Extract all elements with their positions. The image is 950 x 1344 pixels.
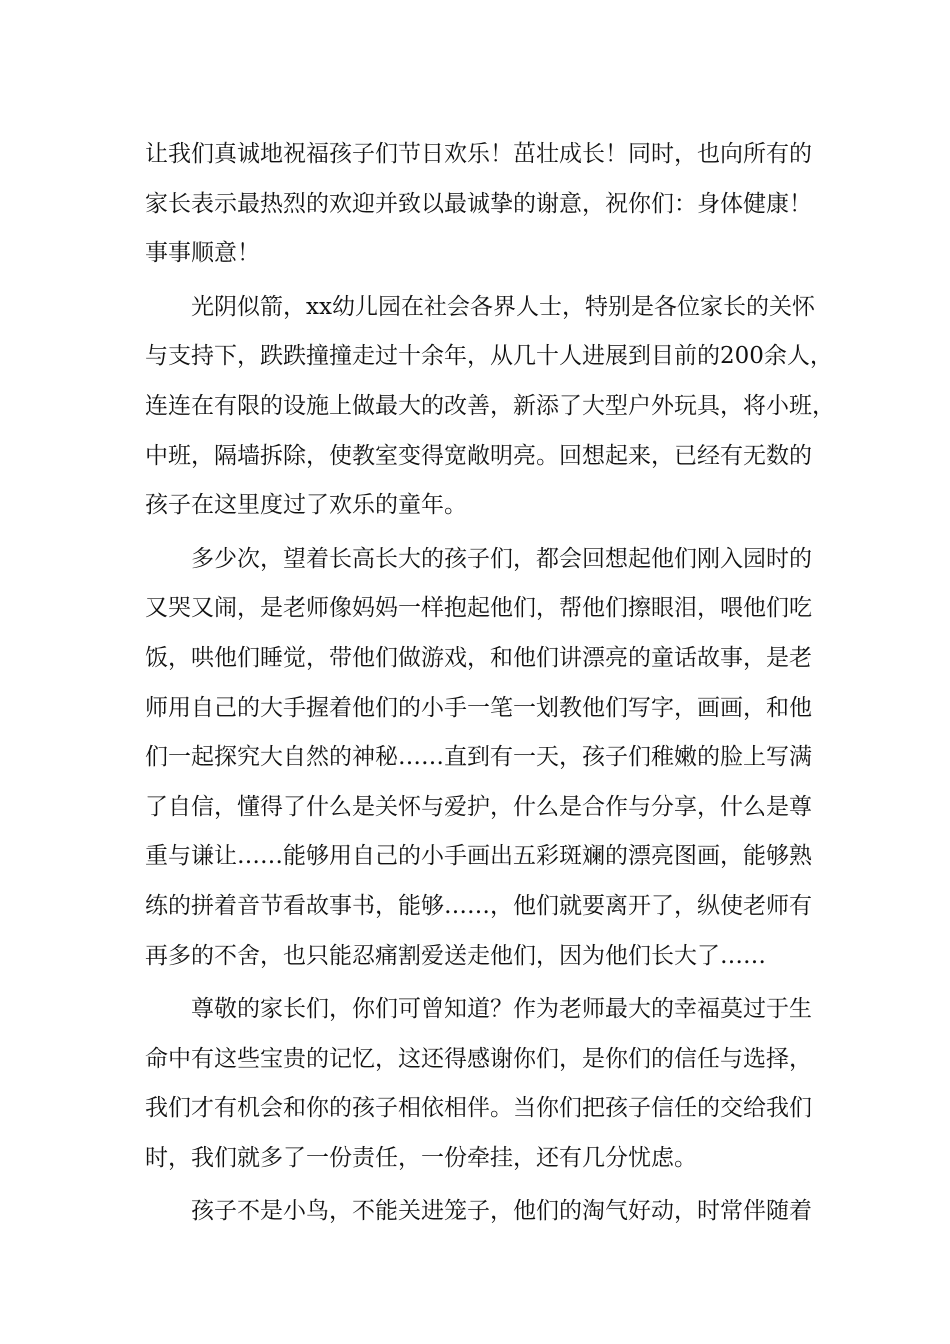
text-line: 又哭又闹，是老师像妈妈一样抱起他们，帮他们擦眼泪，喂他们吃 [145,595,812,622]
text-line: 事事顺意！ [145,240,260,267]
text-line: 让我们真诚地祝福孩子们节日欢乐！茁壮成长！同时，也向所有的 [145,141,812,167]
paragraph-gratitude [145,985,813,1183]
text-line: 家长表示最热烈的欢迎并致以最诚挚的谢意，祝你们：身体健康！ [145,190,812,217]
text-line: 光阴似箭，xx幼儿园在社会各界人士，特别是各位家长的关怀 [191,293,815,320]
text-line: 时，我们就多了一份责任，一份牵挂，还有几分忧虑。 [145,1144,697,1171]
text-line: 命中有这些宝贵的记忆，这还得感谢你们，是你们的信任与选择， [145,1045,812,1072]
text-line: 练的拼着音节看故事书，能够……，他们就要离开了，纵使老师有 [145,892,812,919]
paragraph-history [145,283,835,531]
text-line: 多少次，望着长高长大的孩子们，都会回想起他们刚入园时的 [191,545,812,572]
text-line: 们一起探究大自然的神秘……直到有一天，孩子们稚嫩的脸上写满 [145,744,812,771]
text-line: 尊敬的家长们，你们可曾知道？作为老师最大的幸福莫过于生 [191,996,812,1023]
paragraph-memories [145,535,813,981]
text-line: 饭，哄他们睡觉，带他们做游戏，和他们讲漂亮的童话故事，是老 [145,644,812,671]
text-line: 重与谦让……能够用自己的小手画出五彩斑斓的漂亮图画，能够熟 [145,843,812,870]
text-line: 连连在有限的设施上做最大的改善，新添了大型户外玩具，将小班， [145,392,835,419]
text-line: 与支持下，跌跌撞撞走过十余年，从几十人进展到目前的200余人， [145,343,833,370]
text-line: 中班，隔墙拆除，使教室变得宽敞明亮。回想起来，已经有无数的 [145,442,812,469]
paragraph-blessing [145,130,813,279]
text-line: 了自信，懂得了什么是关怀与爱护，什么是合作与分享，什么是尊 [145,793,812,820]
text-line: 师用自己的大手握着他们的小手一笔一划教他们写字，画画，和他 [145,694,812,721]
text-line: 我们才有机会和你的孩子相依相伴。当你们把孩子信任的交给我们 [145,1095,812,1122]
paragraph-children [145,1187,813,1237]
text-line: 孩子不是小鸟，不能关进笼子，他们的淘气好动，时常伴随着 [191,1198,812,1225]
text-line: 孩子在这里度过了欢乐的童年。 [145,492,467,519]
text-line: 再多的不舍，也只能忍痛割爱送走他们，因为他们长大了…… [145,942,766,969]
document-body [145,130,835,1241]
